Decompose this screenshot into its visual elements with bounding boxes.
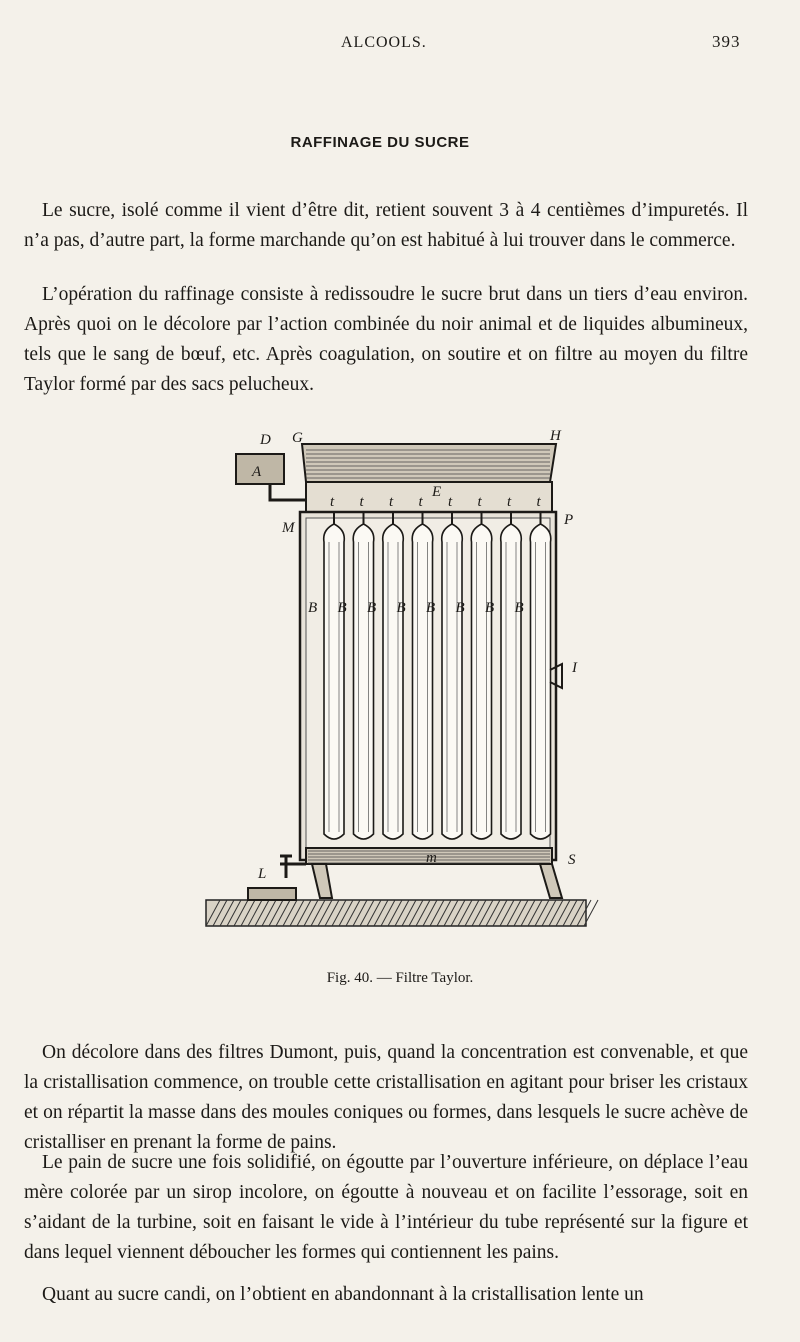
page-number: 393 xyxy=(712,32,741,51)
filtre-taylor-engraving xyxy=(200,420,600,940)
running-title: ALCOOLS. xyxy=(341,34,427,51)
label-E: E xyxy=(432,484,442,500)
ground xyxy=(206,900,586,926)
distributor-box-E xyxy=(306,482,552,512)
paragraph-4: Le pain de sucre une fois solidifié, on égoutte par l’ouverture inférieure, on déplace l’eau mère colorée par un sirop incolore, on égoutte à nouveau et on facilite l’essorage, soit en s’aidant de la turbine, soit en faisant le vide à l’intérieur du tube représenté sur la figure et dans lequel viennent déboucher les formes qui contiennent les pains. xyxy=(24,1152,748,1263)
filtre-taylor-figure xyxy=(200,420,600,940)
label-t: t xyxy=(536,494,541,510)
label-m: m xyxy=(426,850,437,866)
filter-bag xyxy=(412,524,436,839)
label-B: B xyxy=(337,600,347,616)
page-header xyxy=(0,32,800,56)
paragraph-2: L’opération du raffinage consiste à redissoudre le sucre brut dans un tiers d’eau environ. Après quoi on le décolore par l’action combinée du noir animal et de liquides albumineux, tels que le sang de bœuf, etc. Après coagulation, on soutire et on filtre au moyen du filtre Taylor formé par des sacs pelucheux. xyxy=(24,284,748,395)
figure-caption: Fig. 40. — Filtre Taylor. xyxy=(326,970,474,986)
label-B: B xyxy=(455,600,465,616)
leg-left xyxy=(312,864,332,898)
filter-bag xyxy=(353,524,377,839)
label-t: t xyxy=(448,494,453,510)
filter-bag xyxy=(383,524,404,839)
label-t: t xyxy=(330,494,335,510)
label-A: A xyxy=(252,464,262,480)
paragraph-1: Le sucre, isolé comme il vient d’être dit, retient souvent 3 à 4 centièmes d’impuretés. Il n’a pas, d’autre part, la forme marchande qu’on est habitué à lui trouver dans le commerce. xyxy=(24,200,748,251)
filter-bag xyxy=(501,524,522,839)
label-t: t xyxy=(389,494,394,510)
label-S: S xyxy=(568,852,576,868)
label-B: B xyxy=(514,600,524,616)
label-B: B xyxy=(367,600,377,616)
label-t: t xyxy=(359,494,364,510)
label-I: I xyxy=(572,660,577,676)
label-M: M xyxy=(282,520,295,536)
label-H: H xyxy=(550,428,561,444)
label-D: D xyxy=(260,432,271,448)
label-t: t xyxy=(477,494,482,510)
label-B: B xyxy=(426,600,436,616)
receiver-L xyxy=(248,888,296,900)
section-title: RAFFINAGE DU SUCRE xyxy=(290,134,470,151)
label-G: G xyxy=(292,430,303,446)
paragraph-3: On décolore dans des filtres Dumont, puis, quand la concentration est convenable, et que la cristallisation commence, on trouble cette cristallisation en agitant pour briser les cristaux et on répartit la masse dans des moules coniques ou formes, dans lesquels le sucre achève de cristalliser en prenant la forme de pains. xyxy=(24,1042,748,1153)
filter-bag xyxy=(442,524,463,839)
label-B: B xyxy=(485,600,495,616)
filter-bag xyxy=(324,524,345,839)
label-t: t xyxy=(507,494,512,510)
label-P: P xyxy=(564,512,574,528)
feed-pipe xyxy=(270,484,306,500)
filter-bag xyxy=(471,524,495,839)
filter-bag xyxy=(530,524,551,839)
leg-right xyxy=(540,864,562,898)
label-B: B xyxy=(396,600,406,616)
paragraph-5: Quant au sucre candi, on l’obtient en abandonnant à la cristallisation lente un xyxy=(42,1284,644,1305)
label-t: t xyxy=(418,494,423,510)
label-L: L xyxy=(258,866,267,882)
label-B: B xyxy=(308,600,318,616)
